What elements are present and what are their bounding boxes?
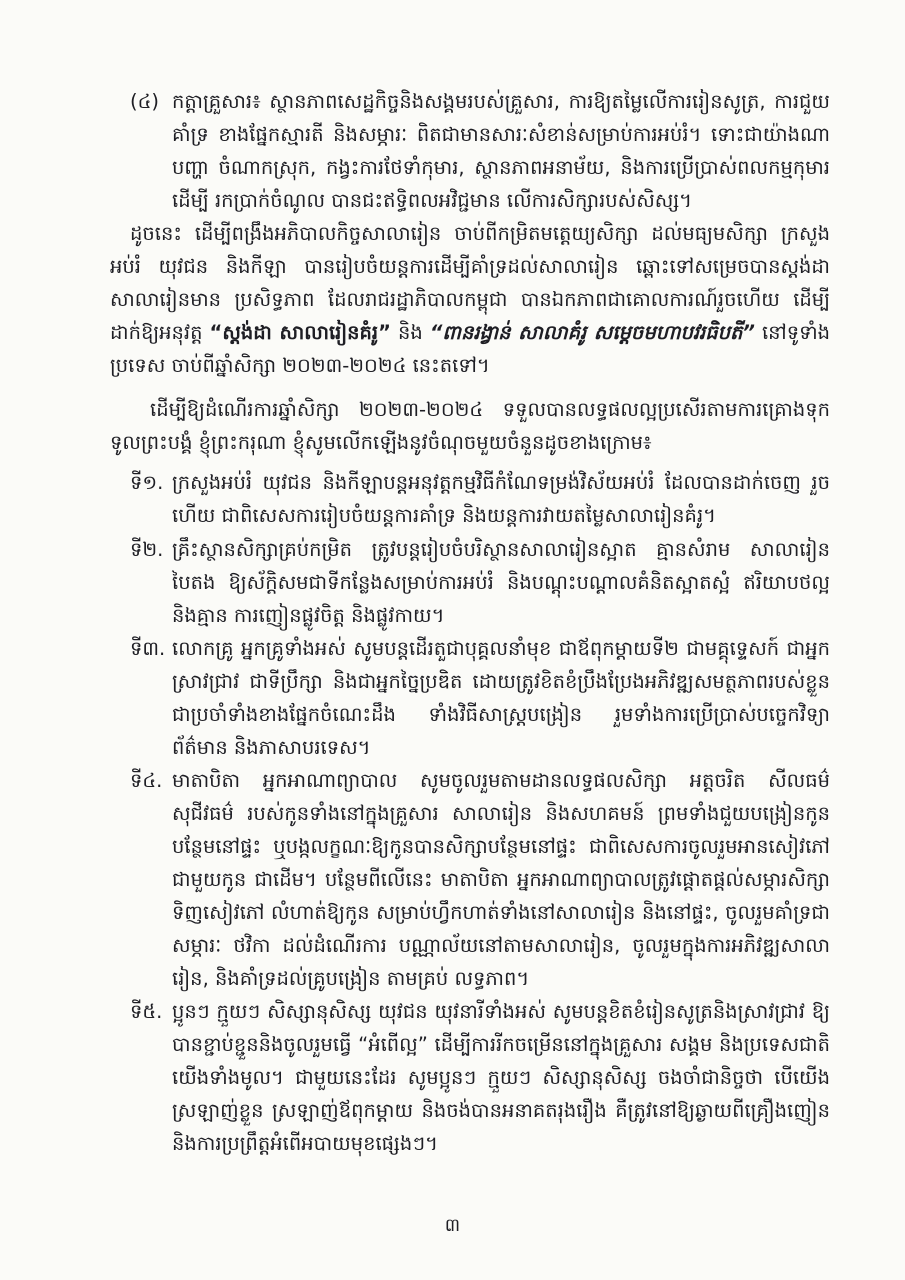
para1-bold-award: “ពានរង្វាន់ សាលាគំរូ សម្តេចមហាបវរធិបតី” — [429, 321, 755, 344]
paragraph-introduction-points — [110, 393, 830, 459]
list-item — [130, 632, 830, 764]
list-item — [130, 764, 830, 995]
para1-text-c: នៅទូទាំងប្រទេស ចាប់ពីឆ្នាំសិក្សា ២០២៣-២០២៤ នេះតទៅ។ — [110, 321, 831, 377]
item-text: លោកគ្រូ អ្នកគ្រូទាំងអស់ សូមបន្តដើរតួជាបុគ្គលនាំមុខ ជាឪពុកម្តាយទី២ ជាមគ្គុទ្ទេសក៍ ជាអ្នក ស្រាវជ្រាវ ជាទីប្រឹក្សា និងជាអ្នកច្នៃប្រឌិត ដោយត្រូវខិតខំប្រឹងប្រែងអភិវឌ្ឍសមត្ថភាពរបស់ខ្លួន ជាប្រចាំទាំងខាងផ្នែកចំណេះដឹង ទាំងវិធីសាស្ត្របង្រៀន រួមទាំងការប្រើប្រាស់បច្ចេកវិទ្យាព័ត៌មាន និងភាសាបរទេស។ — [172, 637, 830, 759]
item-marker: ទី២. — [130, 538, 164, 561]
para2-text: ដើម្បីឱ្យដំណើរការឆ្នាំសិក្សា ២០២៣-២០២៤ ទទួលបានលទ្ធផលល្អប្រសើរតាមការគ្រោងទុក ទូលព្រះបង្គំ ខ្ញុំព្រះករុណា ខ្ញុំសូមលើកឡើងនូវចំណុចមួយចំនួនដូចខាងក្រោម៖ — [110, 398, 830, 454]
intro-text: កត្តាគ្រួសារ៖ ស្ថានភាពសេដ្ឋកិច្ចនិងសង្គមរបស់គ្រួសារ, ការឱ្យតម្លៃលើការរៀនសូត្រ, ការជួយគាំទ្រ ខាងផ្នែកស្មារតី និងសម្ភារៈ ពិតជាមានសារៈសំខាន់សម្រាប់ការអប់រំ។ ទោះជាយ៉ាងណា បញ្ហា ចំណាកស្រុក, កង្វះការថែទាំកុមារ, ស្ថានភាពអនាម័យ, និងការប្រើប្រាស់ពលកម្មកុមារ ដើម្បី រកប្រាក់ចំណូល បានជះឥទ្ធិពលអវិជ្ជមាន លើការសិក្សារបស់សិស្ស។ — [172, 90, 830, 212]
item-text: គ្រឹះស្ថានសិក្សាគ្រប់កម្រិត ត្រូវបន្តរៀបចំបរិស្ថានសាលារៀនស្អាត គ្មានសំរាម សាលារៀនបៃតង ឱ្យស័ក្តិសមជាទីកន្លែងសម្រាប់ការអប់រំ និងបណ្តុះបណ្តាលគំនិតស្អាតស្អំ ឥរិយាបថល្អ និងគ្មាន ការញៀនផ្លូវចិត្ត និងផ្លូវកាយ។ — [172, 538, 830, 627]
list-item — [130, 533, 830, 632]
intro-marker: (៤) — [130, 90, 160, 113]
para1-text-b: និង — [390, 321, 430, 344]
list-item — [130, 466, 830, 532]
item-marker: ទី១. — [130, 471, 164, 494]
para1-text-a: ដូចនេះ ដើម្បីពង្រឹងអភិបាលកិច្ចសាលារៀន ចាប់ពីកម្រិតមត្តេយ្យសិក្សា ដល់មធ្យមសិក្សា ក្រសួងអប់រំ យុវជន និងកីឡា បានរៀបចំយន្តការដើម្បីគាំទ្រដល់សាលារៀន ឆ្ពោះទៅសម្រេចបានស្តង់ដាសាលារៀនមាន ប្រសិទ្ធភាព ដែលរាជរដ្ឋាភិបាលកម្ពុជា បានឯកភាពជាគោលការណ៍រួចហើយ ដើម្បីដាក់ឱ្យអនុវត្ត — [110, 222, 830, 344]
item-text: មាតាបិតា អ្នកអាណាព្យាបាល សូមចូលរួមតាមដានលទ្ធផលសិក្សា អត្តចរិត សីលធម៌ សុជីវធម៌ របស់កូនទាំងនៅក្នុងគ្រួសារ សាលារៀន និងសហគមន៍ ព្រមទាំងជួយបង្រៀនកូនបន្ថែមនៅផ្ទះ ឬបង្កលក្ខណៈឱ្យកូនបានសិក្សាបន្ថែមនៅផ្ទះ ជាពិសេសការចូលរួមអានសៀវភៅជាមួយកូន ជាដើម។ បន្ថែមពីលើនេះ មាតាបិតា អ្នកអាណាព្យាបាលត្រូវផ្តោតផ្តល់សម្ភារសិក្សា ទិញសៀវភៅ លំហាត់ឱ្យកូន សម្រាប់ហ្វឹកហាត់ទាំងនៅសាលារៀន និងនៅផ្ទះ, ចូលរួមគាំទ្រជាសម្ភារៈ ថវិកា ដល់ដំណើរការ បណ្ណាល័យនៅតាមសាលារៀន, ចូលរួមក្នុងការអភិវឌ្ឍសាលារៀន, និងគាំទ្រដល់គ្រូបង្រៀន តាមគ្រប់ លទ្ធភាព។ — [172, 769, 830, 990]
paragraph-school-standard — [110, 217, 830, 382]
item-text: ប្អូនៗ ក្មួយៗ សិស្សានុសិស្ស យុវជន យុវនារីទាំងអស់ សូមបន្តខិតខំរៀនសូត្រនិងស្រាវជ្រាវ ឱ្យបានខ្ជាប់ខ្ជួននិងចូលរួមធ្វើ “អំពើល្អ” ដើម្បីការរីកចម្រើននៅក្នុងគ្រួសារ សង្គម និងប្រទេសជាតិ យើងទាំងមូល។ ជាមួយនេះដែរ សូមប្អូនៗ ក្មួយៗ សិស្សានុសិស្ស ចងចាំជានិច្ចថា បើយើង ស្រឡាញ់ខ្លួន ស្រឡាញ់ឪពុកម្តាយ និងចង់បានអនាគតរុងរឿង គឺត្រូវនៅឱ្យឆ្ងាយពីគ្រឿងញៀន និងការប្រព្រឹត្តអំពើអបាយមុខផ្សេងៗ។ — [172, 1000, 830, 1155]
item-marker: ទី៣. — [130, 637, 166, 660]
page-number: ៣ — [444, 1215, 461, 1236]
item-marker: ទី៥. — [130, 1000, 163, 1023]
para1-bold-standard: “ស្តង់ដា សាលារៀនគំរូ” — [209, 321, 391, 344]
list-item — [130, 995, 830, 1160]
intro-paragraph — [130, 85, 830, 217]
item-text: ក្រសួងអប់រំ យុវជន និងកីឡាបន្តអនុវត្តកម្មវិធីកំណែទម្រង់វិស័យអប់រំ ដែលបានដាក់ចេញ រួចហើយ ជាពិសេសការរៀបចំយន្តការគាំទ្រ និងយន្តការវាយតម្លៃសាលារៀនគំរូ។ — [172, 471, 830, 527]
item-marker: ទី៤. — [130, 769, 163, 792]
